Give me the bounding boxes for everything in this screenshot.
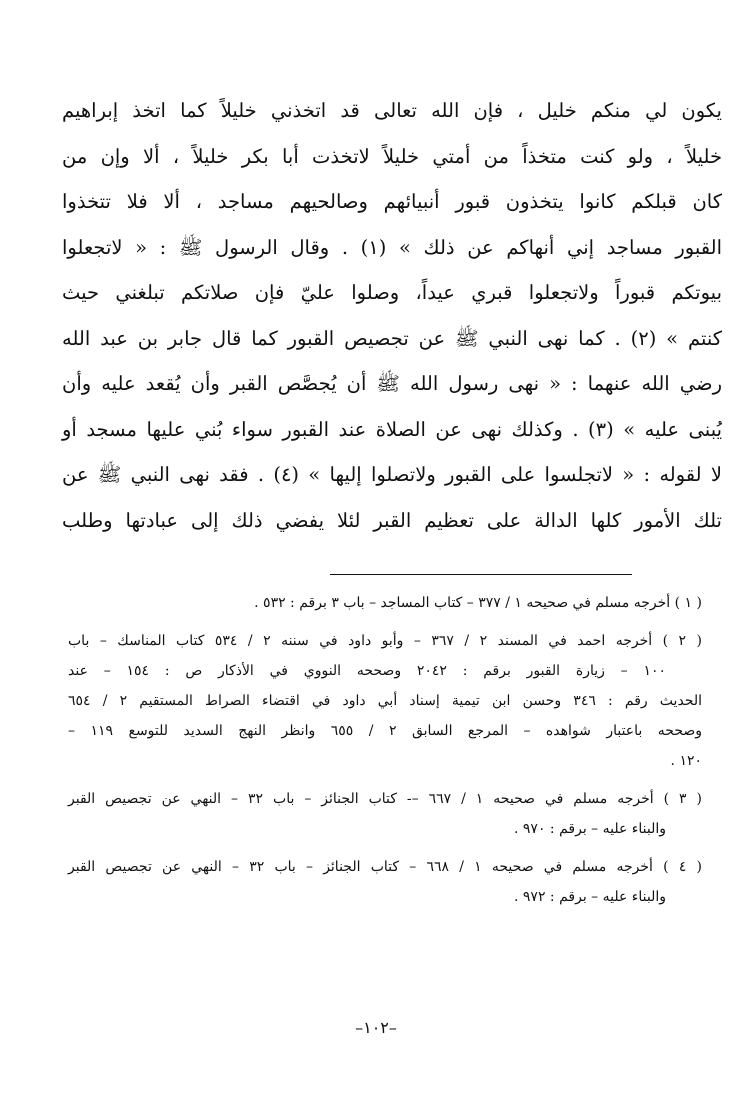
footnote-4-continuation: والبناء عليه – برقم : ٩٧٢ . (514, 889, 666, 905)
page-number: –١٠٢– (355, 1018, 397, 1037)
text-line: لا لقوله : « لاتجلسوا على القبور ولاتصلوا إليها » (٤) . فقد نهى النبي ﷺ عن (62, 463, 722, 486)
footnote-3: ( ٣ ) أخرجه مسلم في صحيحه ١ / ٦٦٧ –- كتاب الجنائز – باب ٣٢ – النهي عن تجصيص القبر (68, 791, 702, 807)
footnote-2-continuation: ١٢٠ . (670, 753, 702, 769)
text-line: خليلاً ، ولو كنت متخذاً من أمتي خليلاً لاتخذت أبا بكر خليلاً ، ألا وإن من (62, 144, 722, 168)
footnote-3-continuation: والبناء عليه – برقم : ٩٧٠ . (514, 821, 666, 837)
footnote-2-continuation: الحديث رقم : ٣٤٦ وحسن ابن تيمية إسناد أبي داود في اقتضاء الصراط المستقيم ٢ / ٦٥٤ (68, 693, 702, 709)
footnote-2-continuation: وصححه باعتبار شواهده – المرجع السابق ٢ / ٦٥٥ وانظر النهج السديد للتوسع ١١٩ – (68, 723, 703, 739)
footnote-4: ( ٤ ) أخرجه مسلم في صحيحه ١ / ٦٦٨ – كتاب الجنائز – باب ٣٢ – النهي عن تجصيص القبر (68, 859, 703, 875)
footnotes (68, 588, 702, 912)
text-line: رضي الله عنهما : « نهى رسول الله ﷺ أن يُجصَّص القبر وأن يُقعد عليه وأن (62, 372, 722, 395)
footnote-2: ( ٢ ) أخرجه احمد في المسند ٢ / ٣٦٧ – وأبو داود في سننه ٢ / ٥٣٤ كتاب المناسك – باب (68, 633, 703, 649)
footnote-2-continuation: ١٠٠ – زيارة القبور برقم : ٢٠٤٢ وصححه النووي في الأذكار ص : ١٥٤ – عند (68, 663, 666, 679)
text-line: تلك الأمور كلها الدالة على تعظيم القبر لئلا يفضي ذلك إلى عبادتها وطلب (62, 508, 722, 532)
text-line: القبور مساجد إني أنهاكم عن ذلك » (١) . وقال الرسول ﷺ : « لاتجعلوا (62, 235, 722, 259)
footnote-separator (330, 574, 632, 575)
footnote-1: ( ١ ) أخرجه مسلم في صحيحه ١ / ٣٧٧ – كتاب المساجد – باب ٣ برقم : ٥٣٢ . (254, 595, 702, 611)
main-text (62, 88, 722, 543)
text-line: يكون لي منكم خليل ، فإن الله تعالى قد اتخذني خليلاً كما اتخذ إبراهيم (62, 99, 722, 122)
text-line: كنتم » (٢) . كما نهى النبي ﷺ عن تجصيص القبور كما قال جابر بن عبد الله (62, 326, 723, 350)
text-line: كان قبلكم كانوا يتخذون قبور أنبيائهم وصالحيهم مساجد ، ألا فلا تتخذوا (62, 190, 722, 213)
text-line: بيوتكم قبوراً ولاتجعلوا قبري عيداً، وصلوا عليّ فإن صلاتكم تبلغني حيث (62, 281, 722, 304)
text-line: يُبنى عليه » (٣) . وكذلك نهى عن الصلاة عند القبور سواء بُني عليها مسجد أو (62, 417, 723, 441)
